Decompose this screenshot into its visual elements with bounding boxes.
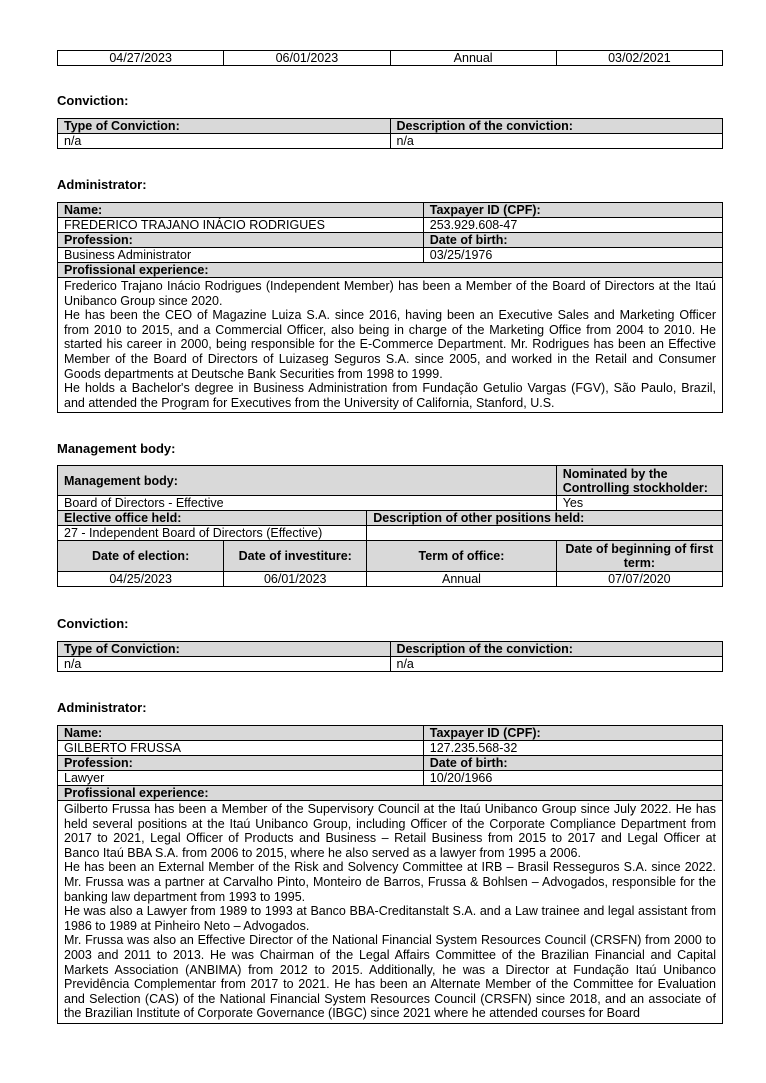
term-header: Term of office:: [367, 541, 557, 572]
conviction-type-header: Type of Conviction:: [58, 642, 391, 657]
experience-header: Profissional experience:: [58, 263, 723, 278]
profession-header: Profession:: [58, 233, 424, 248]
elective-office-header: Elective office held:: [58, 511, 367, 526]
name-header: Name:: [58, 726, 424, 741]
experience-paragraph: He has been the CEO of Magazine Luiza S.A. since 2016, having been an Executive Sales and Marketing Officer from 2010 to 2015, and a Commercial Officer, also being in charge of the Marketing Office from 2004 to 2010. He started his career in 2000, being responsible for the E-Commerce Department. Mr. Rodrigues has been an Effective Member of the Board of Directors of Luizaseg Seguros S.A. since 2005, and worked in the Retail and Consumer Goods departments at Deutsche Bank Securities from 1998 to 1999.: [64, 308, 716, 381]
conviction-type-header: Type of Conviction:: [58, 119, 391, 134]
other-positions-value: [367, 526, 723, 541]
experience-text: [58, 801, 723, 1024]
admin-profession: Lawyer: [58, 771, 424, 786]
nominated-value: Yes: [556, 496, 722, 511]
cpf-header: Taxpayer ID (CPF):: [423, 726, 722, 741]
profession-header: Profession:: [58, 756, 424, 771]
administrator-2-table: [57, 725, 723, 1024]
investiture-header: Date of investiture:: [224, 541, 367, 572]
conviction-1-title: Conviction:: [57, 93, 129, 108]
dob-header: Date of birth:: [423, 233, 722, 248]
prev-investiture-date: 06/01/2023: [224, 51, 390, 66]
management-body-value: Board of Directors - Effective: [58, 496, 557, 511]
admin-dob: 03/25/1976: [423, 248, 722, 263]
dob-header: Date of birth:: [423, 756, 722, 771]
conviction-desc-value: n/a: [390, 657, 723, 672]
experience-paragraph: He holds a Bachelor's degree in Business Administration from Fundação Getulio Vargas (FGV), São Paulo, Brazil, and attended the Program for Executives from the University of California, Stanford, U.S.: [64, 381, 716, 410]
conviction-1-table: [57, 118, 723, 149]
management-body-title: Management body:: [57, 441, 176, 456]
first-term-date: 07/07/2020: [556, 572, 722, 587]
conviction-desc-header: Description of the conviction:: [390, 119, 723, 134]
conviction-2-title: Conviction:: [57, 616, 129, 631]
cpf-header: Taxpayer ID (CPF):: [423, 203, 722, 218]
experience-text: [58, 278, 723, 413]
administrator-1-table: [57, 202, 723, 413]
admin-name: FREDERICO TRAJANO INÁCIO RODRIGUES: [58, 218, 424, 233]
term-of-office: Annual: [367, 572, 557, 587]
prev-first-term-date: 03/02/2021: [556, 51, 722, 66]
administrator-2-title: Administrator:: [57, 700, 147, 715]
experience-paragraph: Mr. Frussa was also an Effective Director of the National Financial System Resources Council (CRSFN) from 2000 to 2003 and 2011 to 2013. He was Chairman of the Legal Affairs Committee of the Brazilian Financial and Capital Markets Association (ANBIMA) from 2012 to 2015. Additionally, he was a Director at Fundação Itaú Unibanco Previdência Complementar from 2017 to 2021. He has been an Alternate Member of the Committee for Evaluation and Selection (CAS) of the National Financial System Resources Council (CRSFN) since 2018, and an associate of the Brazilian Institute of Corporate Governance (IBGC) since 2021 where he attended courses for Board: [64, 933, 716, 1021]
experience-paragraph: He has been an External Member of the Risk and Solvency Committee at IRB – Brasil Resseguros S.A. since 2022. Mr. Frussa was a partner at Carvalho Pinto, Monteiro de Barros, Frussa & Bohlsen – Advogados, responsible for the banking law department from 1993 to 1995.: [64, 860, 716, 904]
elective-office-value: 27 - Independent Board of Directors (Effective): [58, 526, 367, 541]
management-body-table: [57, 465, 723, 587]
election-date: 04/25/2023: [58, 572, 224, 587]
conviction-type-value: n/a: [58, 134, 391, 149]
election-header: Date of election:: [58, 541, 224, 572]
experience-paragraph: Frederico Trajano Inácio Rodrigues (Independent Member) has been a Member of the Board of Directors at the Itaú Unibanco Group since 2020.: [64, 279, 716, 308]
experience-paragraph: He was also a Lawyer from 1989 to 1993 at Banco BBA-Creditanstalt S.A. and a Law trainee and legal assistant from 1986 to 1989 at Pinheiro Neto – Advogados.: [64, 904, 716, 933]
other-positions-header: Description of other positions held:: [367, 511, 723, 526]
admin-dob: 10/20/1966: [423, 771, 722, 786]
conviction-2-table: [57, 641, 723, 672]
administrator-1-title: Administrator:: [57, 177, 147, 192]
nominated-header: Nominated by the Controlling stockholder:: [556, 466, 722, 496]
admin-cpf: 127.235.568-32: [423, 741, 722, 756]
first-term-header: Date of beginning of first term:: [556, 541, 722, 572]
admin-name: GILBERTO FRUSSA: [58, 741, 424, 756]
prev-term-table: [57, 50, 723, 66]
management-body-header: Management body:: [58, 466, 557, 496]
prev-election-date: 04/27/2023: [58, 51, 224, 66]
admin-cpf: 253.929.608-47: [423, 218, 722, 233]
admin-profession: Business Administrator: [58, 248, 424, 263]
experience-paragraph: Gilberto Frussa has been a Member of the Supervisory Council at the Itaú Unibanco Group since July 2022. He has held several positions at the Itaú Unibanco Group, including Officer of the Corporate Compliance Department from 2017 to 2021, Legal Officer of Products and Business – Retail Business from 2015 to 2017 and Legal Officer at Banco Itaú BBA S.A. from 2006 to 2015, where he also served as a lawyer from 1995 a 2006.: [64, 802, 716, 860]
conviction-desc-value: n/a: [390, 134, 723, 149]
experience-header: Profissional experience:: [58, 786, 723, 801]
prev-term-of-office: Annual: [390, 51, 556, 66]
conviction-desc-header: Description of the conviction:: [390, 642, 723, 657]
name-header: Name:: [58, 203, 424, 218]
conviction-type-value: n/a: [58, 657, 391, 672]
investiture-date: 06/01/2023: [224, 572, 367, 587]
